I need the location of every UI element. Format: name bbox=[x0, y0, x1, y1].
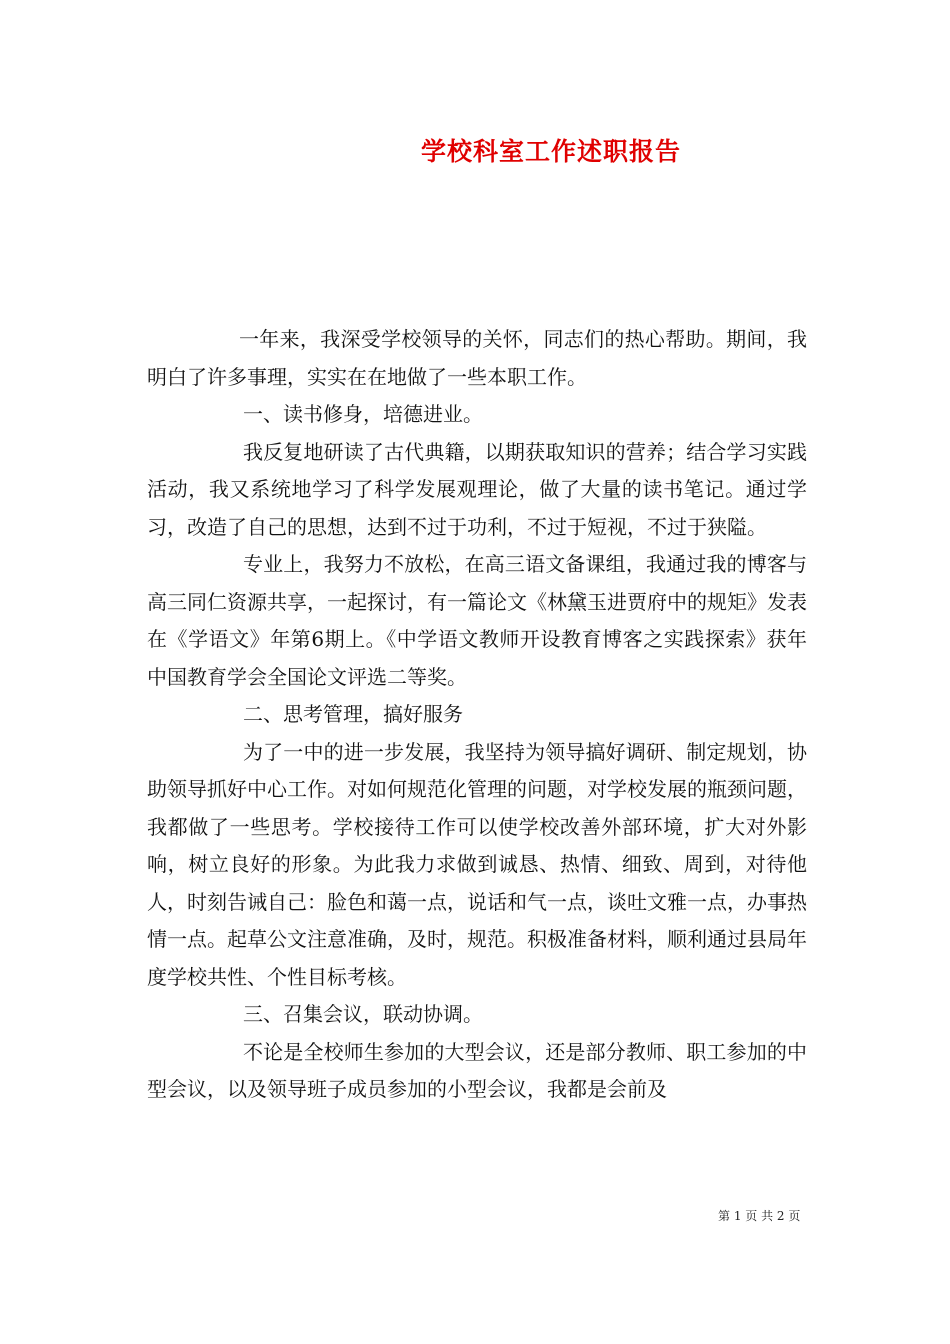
paragraph-professional: 专业上，我努力不放松，在高三语文备课组，我通过我的博客与高三同仁资源共享，一起探讨，有一篇论文《林黛玉进贾府中的规矩》发表在《学语文》年第6期上。《中学语文教师开设教育博客之实践探索》获年中国教育学会全国论文评选二等奖。 bbox=[147, 552, 807, 689]
paragraph-meetings: 不论是全校师生参加的大型会议，还是部分教师、职工参加的中型会议，以及领导班子成员参加的小型会议，我都是会前及 bbox=[147, 1039, 807, 1101]
paragraph-reading: 我反复地研读了古代典籍，以期获取知识的营养；结合学习实践活动，我又系统地学习了科学发展观理论，做了大量的读书笔记。通过学习，改造了自己的思想，达到不过于功利，不过于短视，不过于狭隘。 bbox=[147, 439, 807, 539]
paragraph-intro: 一年来，我深受学校领导的关怀，同志们的热心帮助。期间，我明白了许多事理，实实在在地做了一些本职工作。 bbox=[147, 327, 807, 389]
document-title: 学校科室工作述职报告 bbox=[420, 137, 681, 166]
page-number: 第 1 页 共 2 页 bbox=[718, 1209, 801, 1223]
paragraph-management: 为了一中的进一步发展，我坚持为领导搞好调研、制定规划，协助领导抓好中心工作。对如何规范化管理的问题，对学校发展的瓶颈问题，我都做了一些思考。学校接待工作可以使学校改善外部环境，扩大对外影响，树立良好的形象。为此我力求做到诚恳、热情、细致、周到，对待他人，时刻告诫自己：脸色和蔼一点，说话和气一点，谈吐文雅一点，办事热情一点。起草公文注意准确，及时，规范。积极准备材料，顺利通过县局年度学校共性、个性目标考核。 bbox=[147, 739, 807, 989]
section-heading-1: 一、读书修身，培德进业。 bbox=[243, 402, 483, 426]
section-heading-3: 三、召集会议，联动协调。 bbox=[243, 1002, 483, 1026]
section-heading-2: 二、思考管理，搞好服务 bbox=[243, 702, 463, 726]
document-body bbox=[147, 321, 807, 1109]
